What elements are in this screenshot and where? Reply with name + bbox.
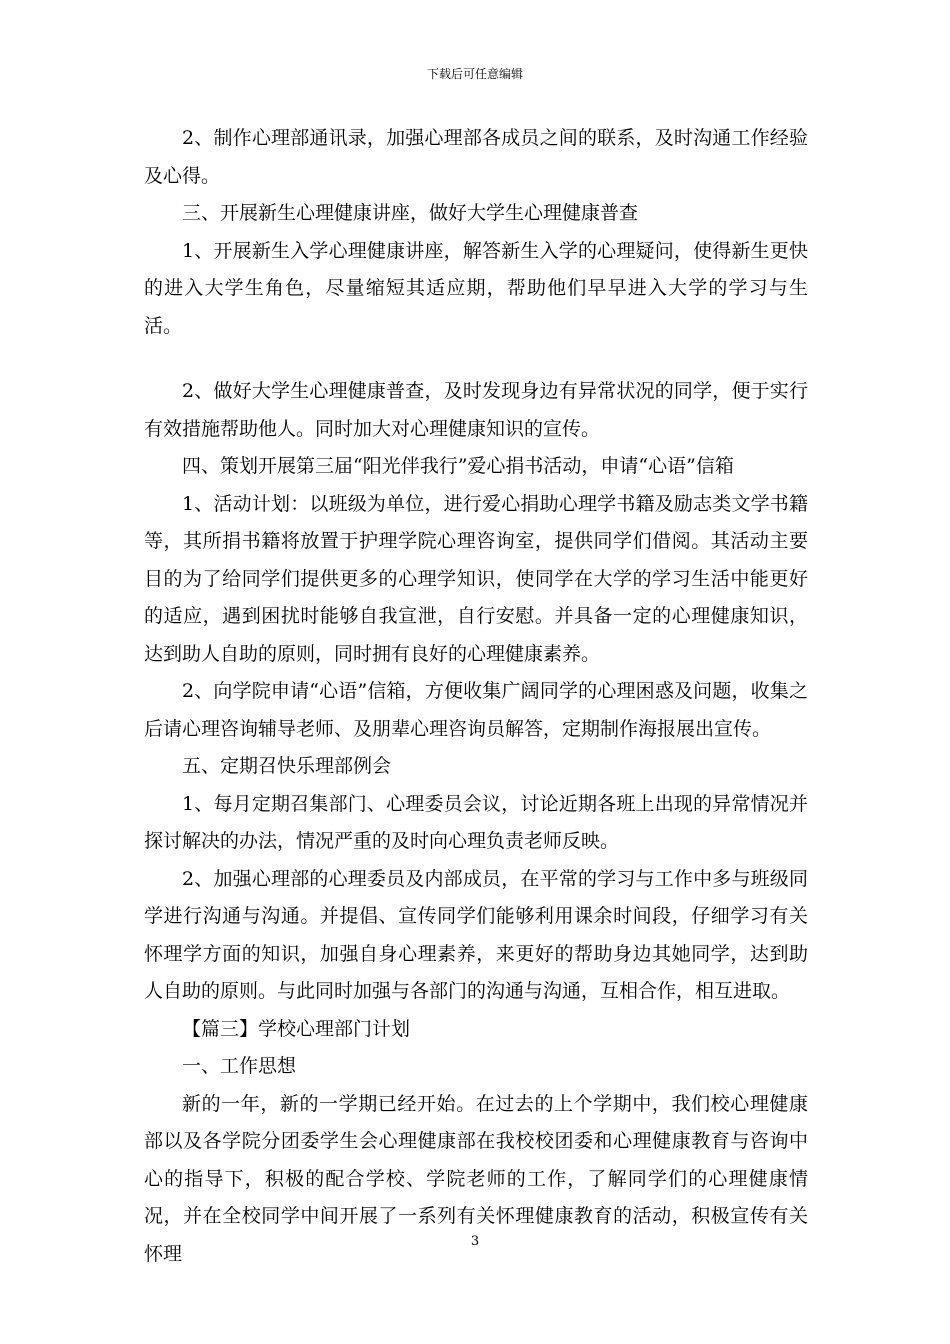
- paragraph: 2、向学院申请“心语”信箱，方便收集广阔同学的心理困惑及问题，收集之后请心理咨询辅导老师、及朋辈心理咨询员解答，定期制作海报展出宣传。: [144, 680, 808, 740]
- page-header: 下载后可任意编辑: [426, 67, 523, 81]
- chapter-title: 【篇三】学校心理部门计划: [182, 1017, 411, 1040]
- section-heading: 三、开展新生心理健康讲座，做好大学生心理健康普查: [182, 202, 639, 224]
- paragraph: 新的一年，新的一学期已经开始。在过去的上个学期中，我们校心理健康部以及各学院分团委学生会心理健康部在我校校团委和心理健康教育与咨询中心的指导下，积极的配合学校、学院老师的工作，了解同学们的心理健康情况，并在全校同学中间开展了一系列有关怀理健康教育的活动，积极宣传有关怀理: [144, 1092, 808, 1265]
- paragraph: 2、做好大学生心理健康普查，及时发现身边有异常状况的同学，便于实行有效措施帮助他人。同时加大对心理健康知识的宣传。: [144, 380, 808, 440]
- page-number: 3: [470, 1234, 480, 1249]
- section-heading: 四、策划开展第三届“阳光伴我行”爱心捐书活动，申请“心语”信箱: [182, 455, 734, 477]
- paragraph: 1、开展新生入学心理健康讲座，解答新生入学的心理疑问，使得新生更快的进入大学生角色，尽量缩短其适应期，帮助他们早早进入大学的学习与生活。: [144, 239, 808, 337]
- paragraph: 2、加强心理部的心理委员及内部成员，在平常的学习与工作中多与班级同学进行沟通与沟通。并提倡、宣传同学们能够利用课余时间段，仔细学习有关怀理学方面的知识，加强自身心理素养，来更好的帮助身边其她同学，达到助人自助的原则。与此同时加强与各部门的沟通与沟通，互相合作，相互进取。: [144, 867, 808, 1002]
- document-body: [144, 120, 808, 1273]
- paragraph: 2、制作心理部通讯录，加强心理部各成员之间的联系，及时沟通工作经验及心得。: [144, 127, 808, 187]
- paragraph: 1、活动计划：以班级为单位，进行爱心捐助心理学书籍及励志类文学书籍等，其所捐书籍将放置于护理学院心理咨询室，提供同学们借阅。其活动主要目的为了给同学们提供更多的心理学知识，使同学在大学的学习生活中能更好的适应，遇到困扰时能够自我宣泄，自行安慰。并具备一定的心理健康知识，达到助人自助的原则，同时拥有良好的心理健康素养。: [144, 492, 808, 665]
- paragraph: 1、每月定期召集部门、心理委员会议，讨论近期各班上出现的异常情况并探讨解决的办法，情况严重的及时向心理负责老师反映。: [144, 792, 808, 852]
- section-heading: 一、工作思想: [182, 1055, 297, 1077]
- section-heading: 五、定期召快乐理部例会: [182, 755, 392, 777]
